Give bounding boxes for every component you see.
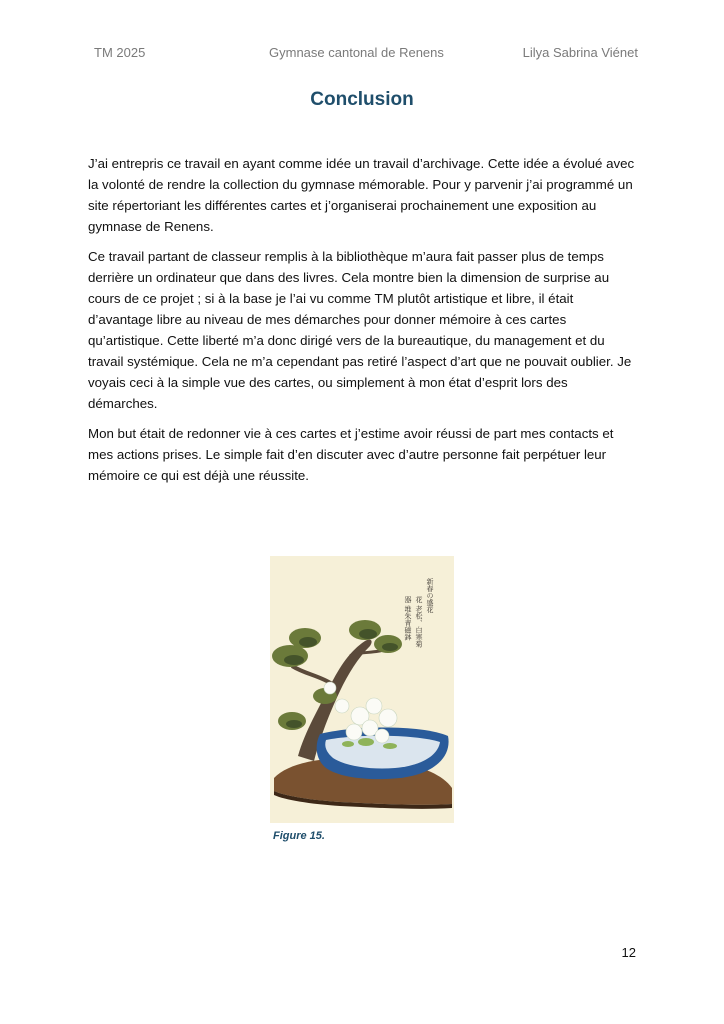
body-text <box>88 153 640 495</box>
paragraph: Mon but était de redonner vie à ces cartes et j’estime avoir réussi de part mes contacts et mes actions prises. Le simple fait d’en discuter avec d’autre personne fait perpétuer leur mémoire ce qui est déjà une réussite. <box>88 426 614 483</box>
figure-caption: Figure 15. <box>273 830 325 842</box>
calligraphy-column: 花 老松、白寒菊 <box>415 596 423 648</box>
page-title: Conclusion <box>310 89 414 110</box>
calligraphy-column: 器 堆朱青磁鉢 <box>404 596 412 641</box>
header-center: Gymnase cantonal de Renens <box>269 45 444 60</box>
figure-image <box>270 556 454 823</box>
page-number: 12 <box>621 945 636 960</box>
paragraph: Ce travail partant de classeur remplis à la bibliothèque m’aura fait passer plus de temps derrière un ordinateur que dans des livres. Cela montre bien la dimension de surprise au cours de ce projet ; si à la base je l’ai vu comme TM plutôt artistique et libre, il était d’avantage libre au niveau de mes démarches pour donner mémoire à ces cartes qu’artistique. Cette liberté m’a donc dirigé vers de la bureautique, du management et du travail systémique. Cela ne m’a cependant pas retiré l’aspect d’art que ne pouvait oublier. Je voyais ceci à la simple vue des cartes, ou simplement à mon état d’esprit lors des démarches. <box>88 249 632 411</box>
header-right: Lilya Sabrina Viénet <box>522 45 638 60</box>
calligraphy-column: 新春の盛花 <box>426 578 434 613</box>
header-left: TM 2025 <box>94 45 146 60</box>
page-header <box>88 45 638 63</box>
paragraph: J’ai entrepris ce travail en ayant comme idée un travail d’archivage. Cette idée a évolué avec la volonté de rendre la collection du gymnase mémorable. Pour y parvenir j’ai programmé un site répertoriant les différentes cartes et j’organiserai prochainement une exposition au gymnase de Renens. <box>88 156 635 234</box>
